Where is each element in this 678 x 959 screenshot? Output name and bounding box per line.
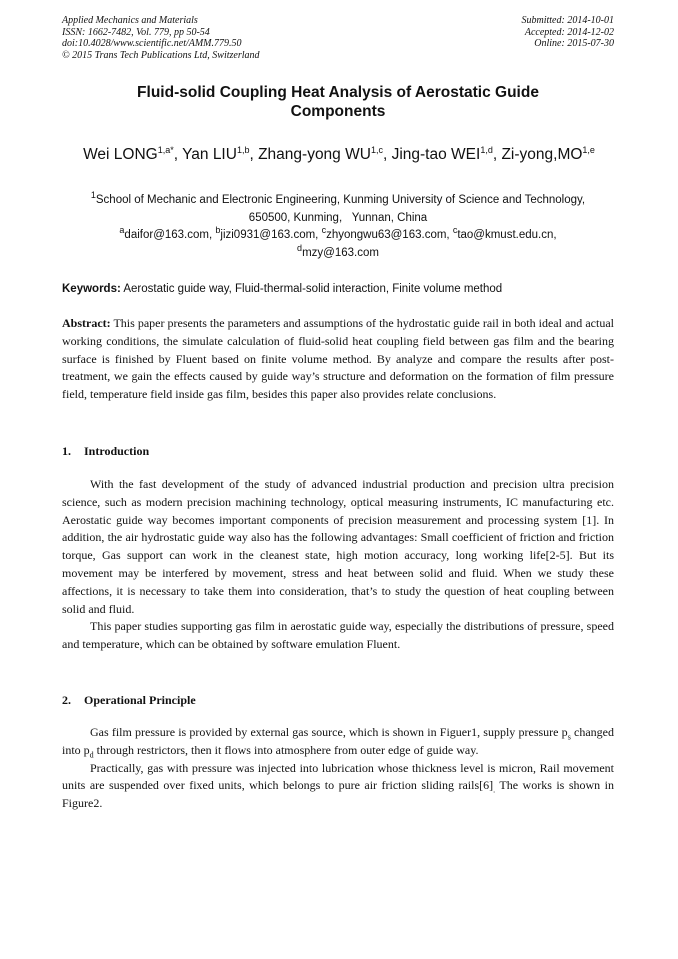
- email-mark: a: [119, 225, 125, 236]
- paragraph: With the fast development of the study of advanced industrial production and precision ultra precision science, such as modern precision machining technology, optical measuring instruments, IC manufacturing etc. Aerostatic guide way becomes important components of precision measurement and processing system [1]. In addition, the air hydrostatic guide way also has the following advantages: Small coefficient of friction and friction torque, Gas support can work in the cleanest state, high motion accuracy, long working life[2-5]. But its movement may be interfered by movement, stress and heat between solid and fluid. When we study these affections, it is necessary to take them into consideration, that’s to study the question of heat coupling between solid and fluid.: [62, 477, 614, 616]
- author-name: Yan LIU: [182, 146, 237, 163]
- online-date: Online: 2015-07-30: [534, 38, 614, 49]
- section-title: Introduction: [84, 444, 150, 458]
- author-affil-mark: 1,a*: [157, 144, 174, 155]
- author-list: [40, 145, 638, 165]
- paragraph: This paper studies supporting gas film in aerostatic guide way, especially the distributions of pressure, speed and temperature, which can be obtained by software emulation Fluent.: [62, 619, 614, 652]
- email-mark: d: [297, 242, 303, 253]
- abstract: [62, 315, 614, 404]
- author-affil-mark: 1,c: [370, 144, 383, 155]
- email-address[interactable]: mzy@163.com: [302, 246, 379, 259]
- email-separator: ,: [553, 229, 557, 241]
- author: [83, 146, 182, 163]
- author-separator: ,: [492, 146, 502, 163]
- author: [182, 146, 258, 163]
- title-line-2: Components: [290, 103, 386, 120]
- paragraph: [62, 724, 614, 760]
- email-separator: ,: [315, 229, 322, 241]
- author-separator: ,: [382, 146, 392, 163]
- subscript: s: [567, 732, 571, 742]
- section-number: 1.: [62, 444, 71, 458]
- author: [392, 146, 502, 163]
- email-line: [62, 227, 614, 245]
- journal-info: [62, 15, 362, 61]
- affiliation-line-1: [62, 192, 614, 210]
- submitted-date: Submitted: 2014-10-01: [521, 15, 614, 26]
- text-run: Practically, gas with pressure was injected into lubrication whose thickness level is micron, Rail movement units are suspended over fixed units, which belongs to pure air friction sliding rails[6]: [62, 760, 614, 793]
- abstract-text: This paper presents the parameters and assumptions of the hydrostatic guide rail in both ideal and actual working conditions, the simulate calculation of fluid-solid heat coupling field between gas film and the bearing surface is finished by Fluent based on finite volume method. By analyze and compare the results after post-treatment, we gain the effects caused by guide way’s structure and deformation on the formation of film pressure field, temperature field inside gas film, besides this paper also provides relate conclusions.: [62, 316, 614, 402]
- author: [258, 146, 392, 163]
- affiliation-line-2: 650500, Kunming, Yunnan, China: [248, 211, 428, 224]
- paragraph: [62, 760, 614, 813]
- title-line-1: Fluid-solid Coupling Heat Analysis of Aerostatic Guide: [137, 84, 539, 101]
- email-separator: ,: [208, 229, 216, 241]
- keywords: [62, 281, 614, 297]
- section-title: Operational Principle: [84, 693, 196, 707]
- author-separator: ,: [249, 146, 259, 163]
- author-name: Jing-tao WEI: [391, 146, 481, 163]
- email-address[interactable]: zhyongwu63@163.com: [326, 229, 447, 241]
- author-affil-mark: 1,b: [236, 144, 250, 155]
- introduction-body: [62, 476, 614, 654]
- email-address[interactable]: tao@kmust.edu.cn: [457, 229, 554, 241]
- journal-name: Applied Mechanics and Materials: [62, 15, 198, 26]
- keywords-label: Keywords:: [62, 283, 121, 295]
- doi: doi:10.4028/www.scientific.net/AMM.779.50: [62, 38, 242, 49]
- publication-dates: [364, 15, 614, 50]
- abstract-label: Abstract:: [62, 316, 111, 330]
- author-name: Zhang-yong WU: [258, 146, 371, 163]
- issn: ISSN: 1662-7482, Vol. 779, pp 50-54: [62, 26, 210, 38]
- email-line: [62, 242, 614, 263]
- section-heading-introduction: [62, 443, 614, 459]
- text-run: The works is shown in Figure2.: [62, 778, 614, 811]
- subscript: .: [493, 785, 496, 795]
- text-run: Gas film pressure is provided by external gas source, which is shown in Figuer1, supply pressure p: [90, 725, 568, 739]
- email-address[interactable]: daifor@163.com: [124, 229, 209, 241]
- email-address[interactable]: jizi0931@163.com: [220, 229, 316, 241]
- email-mark: b: [215, 225, 221, 236]
- affiliation-mark: 1: [90, 190, 96, 201]
- author: [501, 146, 594, 163]
- email-mark: c: [452, 225, 458, 236]
- copyright: © 2015 Trans Tech Publications Ltd, Switzerland: [62, 49, 260, 61]
- operational-principle-body: [62, 724, 614, 813]
- author-separator: ,: [173, 146, 183, 163]
- section-heading-operational-principle: [62, 692, 614, 708]
- affiliation-block: [62, 192, 614, 262]
- email-separator: ,: [446, 229, 453, 241]
- author-affil-mark: 1,e: [582, 144, 595, 155]
- author-name: Wei LONG: [83, 146, 158, 163]
- email-mark: c: [321, 225, 327, 236]
- paper-title: [62, 83, 614, 121]
- keywords-text: Aerostatic guide way, Fluid-thermal-solid interaction, Finite volume method: [120, 283, 503, 295]
- author-name: Zi-yong,MO: [501, 146, 583, 163]
- subscript: d: [89, 750, 94, 760]
- text-run: changed into p: [62, 725, 614, 757]
- author-affil-mark: 1,d: [480, 144, 493, 155]
- affiliation-text: School of Mechanic and Electronic Engineering, Kunming University of Science and Technology,: [95, 194, 586, 206]
- accepted-date: Accepted: 2014-12-02: [524, 26, 614, 38]
- text-run: through restrictors, then it flows into atmosphere from outer edge of guide way.: [93, 742, 479, 757]
- section-number: 2.: [62, 693, 71, 707]
